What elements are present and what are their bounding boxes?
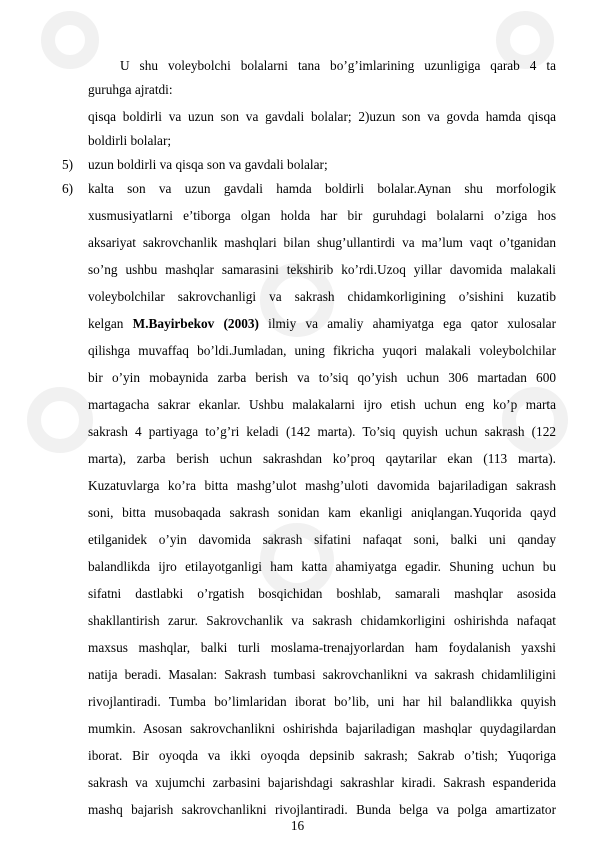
paragraph-line: balandlikda ijro etilayotganligi ham katta ahamiyatga egadir. Shuning uchun bu [88, 559, 556, 574]
paragraph-line: soni, bitta musobaqada sakrash sonidan kam ekanligi aniqlangan.Yuqorida qayd [88, 505, 556, 520]
paragraph-line: qisqa boldirli va uzun son va gavdali bolalar; 2)uzun son va govda hamda qisqa [88, 109, 556, 124]
page-number: 16 [290, 818, 305, 833]
list-marker: 6) [62, 181, 74, 196]
paragraph-line: so’ng ushbu mashqlar samarasini tekshirib ko’rdi.Uzoq yillar davomida malakali [88, 262, 556, 277]
paragraph-line: Kuzatuvlarga ko’ra bitta mashg’ulot mashg’uloti davomida bajariladigan sakrash [88, 478, 556, 493]
paragraph-line: mumkin. Asosan sakrovchanlikni oshirishda bajariladigan mashqlar quydagilardan [88, 721, 556, 736]
author-prefix: kelgan [88, 316, 124, 331]
paragraph-line: boldirli bolalar; [88, 133, 172, 148]
list-marker: 5) [62, 157, 74, 172]
paragraph-line: etilganidek o’yin davomida sakrash sifatini nafaqat soni, balki uni qanday [88, 532, 556, 547]
paragraph-line: martagacha sakrar ekanlar. Ushbu malakalarni ijro etish uchun eng ko’p marta [88, 397, 556, 412]
paragraph-line: shakllantirish zarur. Sakrovchanlik va sakrash chidamkorligini oshirishda nafaqat [88, 613, 556, 628]
paragraph-line: iborat. Bir oyoqda va ikki oyoqda depsinib sakrash; Sakrab o’tish; Yuqoriga [88, 748, 556, 763]
paragraph-line: xusmusiyatlarni e’tiborga olgan holda har bir guruhdagi bolalarni o’ziga hos [88, 208, 556, 223]
paragraph-line: sakrash 4 partiyaga to’g’ri keladi (142 marta). To’siq quyish uchun sakrash (122 [88, 424, 556, 439]
paragraph-line: U shu voleybolchi bolalarni tana bo’g’imlarining uzunligiga qarab 4 ta [120, 58, 556, 73]
paragraph-line: bir o’yin mobaynida zarba berish va to’siq qo’yish uchun 306 martadan 600 [88, 370, 556, 385]
author-suffix: ilmiy va amaliy ahamiyatga ega qator xulosalar [268, 316, 557, 331]
paragraph-line: maxsus mashqlar, balki turli moslama-trenajyorlardan ham foydalanish yaxshi [88, 640, 556, 655]
paragraph-line: qilishga muvaffaq bo’ldi.Jumladan, uning fikricha yuqori malakali voleybolchilar [88, 343, 556, 358]
paragraph-line: marta), zarba berish uchun sakrashdan ko’proq qaytarilar ekan (113 marta). [88, 451, 556, 466]
list-item-text: uzun boldirli va qisqa son va gavdali bolalar; [88, 157, 328, 172]
paragraph-line: natija beradi. Masalan: Sakrash tumbasi sakrovchanlikni va sakrash chidamliligini [88, 667, 556, 682]
paragraph-line: kalta son va uzun gavdali hamda boldirli bolalar.Aynan shu morfologik [88, 181, 556, 196]
author-citation: M.Bayirbekov (2003) [132, 316, 259, 331]
paragraph-line: sakrash va xujumchi zarbasini bajarishdagi sakrashlar kiradi. Sakrash espanderida [88, 775, 556, 790]
paragraph-line: sifatni dastlabki o’rgatish bosqichidan boshlab, samarali mashqlar asosida [88, 586, 556, 601]
paragraph-line: voleybolchilar sakrovchanligi va sakrash chidamkorligining o’sishini kuzatib [88, 289, 556, 304]
paragraph-line-with-author [88, 314, 556, 334]
paragraph-line: guruhga ajratdi: [88, 82, 173, 97]
paragraph-line: mashq bajarish sakrovchanlikni rivojlantiradi. Bunda belga va polga amartizator [88, 802, 556, 817]
paragraph-line: rivojlantiradi. Tumba bo’limlaridan iborat bo’lib, uni har hil balandlikka quyish [88, 694, 556, 709]
paragraph-line: aksariyat sakrovchanlik mashqlari bilan shug’ullantirdi va ma’lum vaqt o’tganidan [88, 235, 556, 250]
